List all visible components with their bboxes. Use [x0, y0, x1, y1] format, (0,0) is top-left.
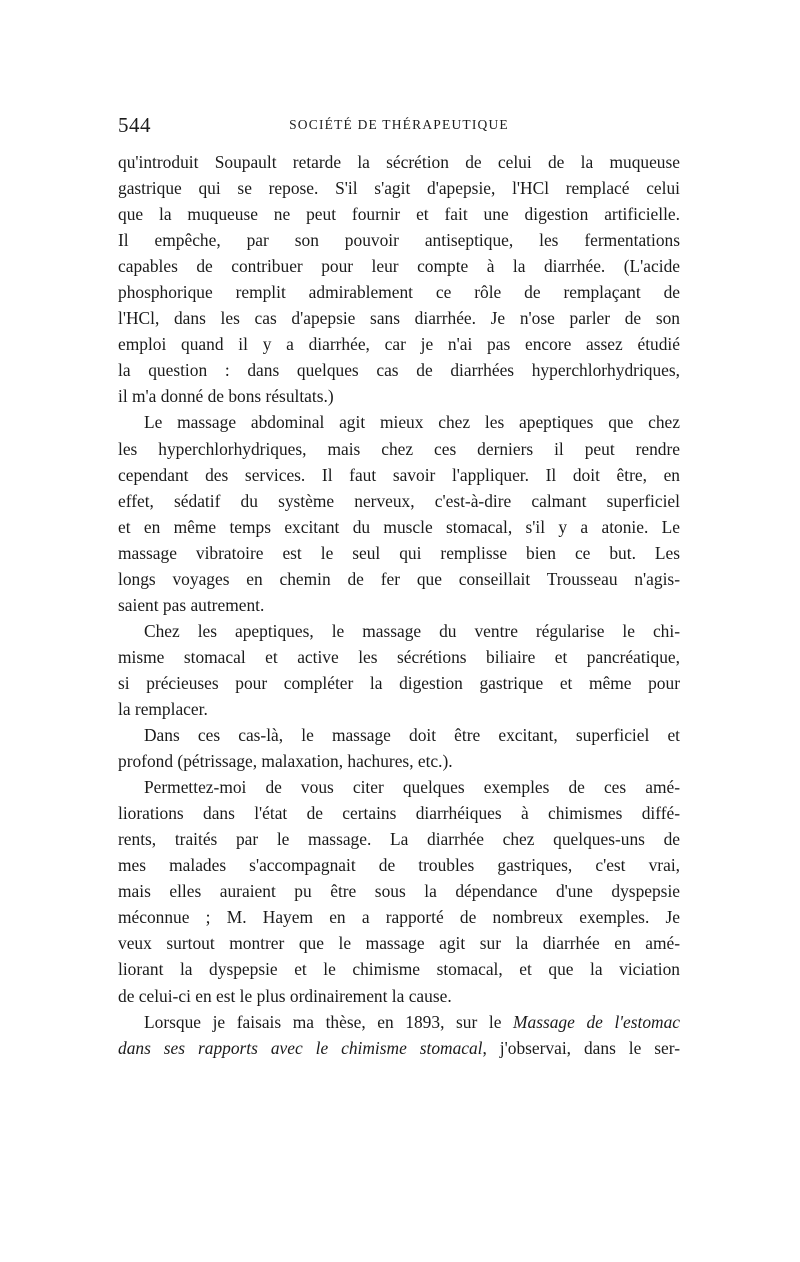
italic-title: Massage de l'estomac: [513, 1011, 680, 1032]
text-line: la remplacer.: [118, 698, 208, 719]
text-line: gastrique qui se repose. S'il s'agit d'apepsie, l'HCl remplacé celui: [118, 178, 680, 199]
text-line: les hyperchlorhydriques, mais chez ces derniers il peut rendre: [118, 438, 680, 459]
text-line: Il empêche, par son pouvoir antiseptique, les fermentations: [118, 230, 680, 251]
text-line: [118, 1035, 680, 1061]
text-line: liorant la dyspepsie et le chimisme stomacal, et que la viciation: [118, 959, 680, 980]
text-line: longs voyages en chemin de fer que conseillait Trousseau n'agis-: [118, 568, 680, 589]
text-line: Chez les apeptiques, le massage du ventre régularise le chi-: [144, 620, 680, 641]
text-line: saient pas autrement.: [118, 594, 265, 615]
text-line: qu'introduit Soupault retarde la sécrétion de celui de la muqueuse: [118, 152, 680, 172]
text-fragment: , j'observai, dans le ser-: [482, 1037, 680, 1058]
text-line: veux surtout montrer que le massage agit sur la diarrhée en amé-: [118, 933, 680, 954]
text-line: misme stomacal et active les sécrétions biliaire et pancréatique,: [118, 646, 680, 667]
italic-title: dans ses rapports avec le chimisme stomacal: [118, 1037, 483, 1058]
text-line: si précieuses pour compléter la digestion gastrique et même pour: [118, 672, 680, 693]
text-line: méconnue ; M. Hayem en a rapporté de nombreux exemples. Je: [118, 907, 680, 928]
text-line: Dans ces cas-là, le massage doit être excitant, superficiel et: [144, 725, 680, 746]
body-text: [118, 149, 680, 1061]
text-line: massage vibratoire est le seul qui remplisse bien ce but. Les: [118, 542, 680, 563]
text-line: Le massage abdominal agit mieux chez les apeptiques que chez: [144, 412, 680, 433]
text-line: emploi quand il y a diarrhée, car je n'ai pas encore assez étudié: [118, 334, 680, 355]
text-line: que la muqueuse ne peut fournir et fait une digestion artificielle.: [118, 204, 680, 225]
text-line: phosphorique remplit admirablement ce rôle de remplaçant de: [118, 282, 680, 303]
text-line: mes malades s'accompagnait de troubles gastriques, c'est vrai,: [118, 855, 680, 876]
text-line: cependant des services. Il faut savoir l'appliquer. Il doit être, en: [118, 464, 680, 485]
text-line: la question : dans quelques cas de diarrhées hyperchlorhydriques,: [118, 360, 680, 381]
text-line: profond (pétrissage, malaxation, hachures, etc.).: [118, 751, 453, 772]
text-line: de celui-ci en est le plus ordinairement la cause.: [118, 985, 452, 1006]
text-fragment: Lorsque je faisais ma thèse, en 1893, sur le: [144, 1011, 514, 1032]
text-line: Permettez-moi de vous citer quelques exemples de ces amé-: [144, 777, 680, 798]
text-line: l'HCl, dans les cas d'apepsie sans diarrhée. Je n'ose parler de son: [118, 308, 680, 329]
text-line: liorations dans l'état de certains diarrhéiques à chimismes diffé-: [118, 803, 680, 824]
running-title: SOCIÉTÉ DE THÉRAPEUTIQUE: [289, 117, 509, 132]
text-line: capables de contribuer pour leur compte à la diarrhée. (L'acide: [118, 256, 680, 277]
text-line: mais elles auraient pu être sous la dépendance d'une dyspepsie: [118, 881, 680, 902]
text-line: effet, sédatif du système nerveux, c'est-à-dire calmant superficiel: [118, 490, 680, 511]
text-line: rents, traités par le massage. La diarrhée chez quelques-uns de: [118, 829, 680, 850]
text-line: [118, 1009, 680, 1035]
page-number: 544: [118, 113, 151, 137]
text-line: il m'a donné de bons résultats.): [118, 386, 334, 407]
running-head: [118, 114, 680, 136]
text-line: et en même temps excitant du muscle stomacal, s'il y a atonie. Le: [118, 516, 680, 537]
